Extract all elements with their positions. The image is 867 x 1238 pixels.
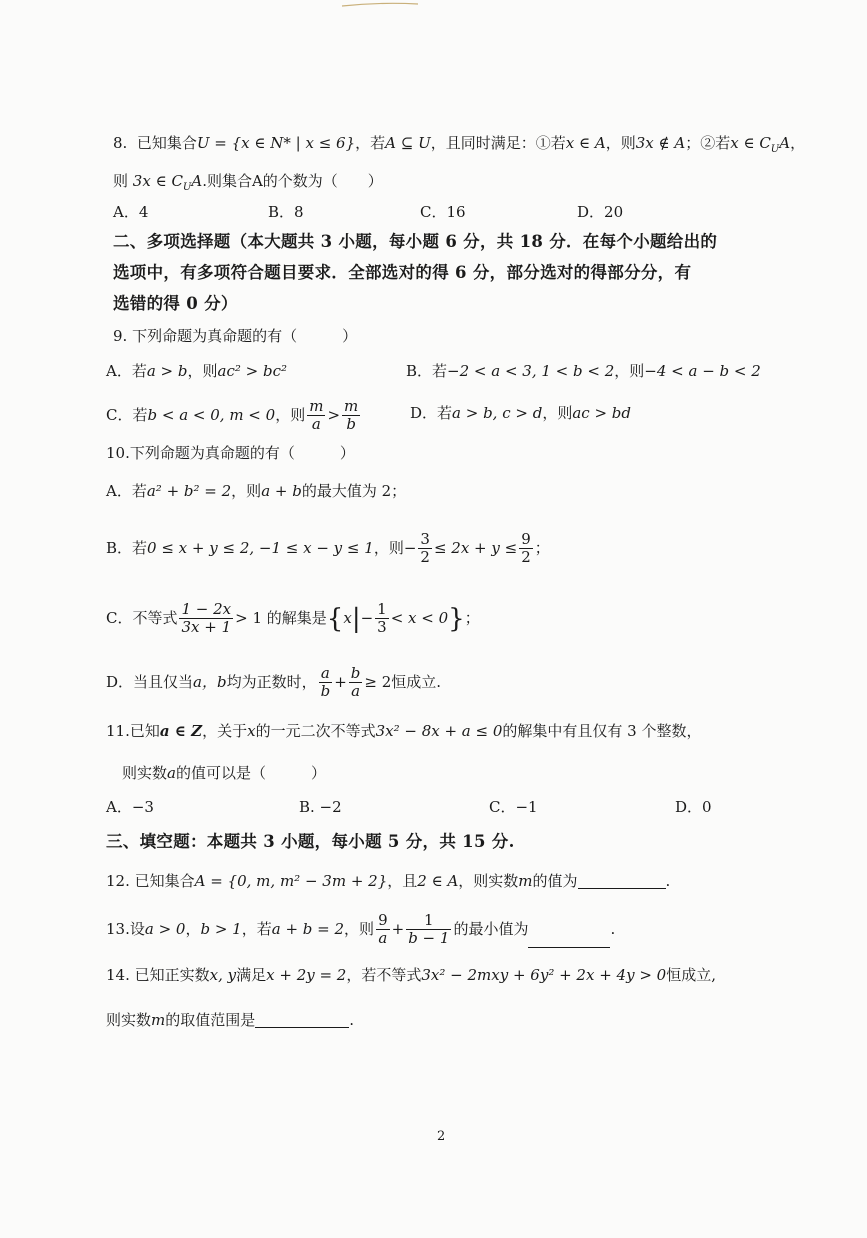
- q10-d-result: ≥ 2: [364, 672, 392, 691]
- fraction-numerator: 3: [420, 530, 430, 548]
- fraction-denominator: a: [351, 682, 361, 701]
- q10-a-expr: a + b: [261, 482, 302, 500]
- q10-c-text: > 1 的解集是: [235, 608, 327, 627]
- q10-b-label: B．若: [106, 538, 148, 557]
- q13-end: .: [610, 919, 616, 938]
- section2-heading-line1: 二、多项选择题（本大题共 3 小题，每小题 6 分，共 18 分．在每个小题给出的: [113, 232, 718, 251]
- q12-text: 的值为: [532, 872, 578, 890]
- q13-cond-b: b > 1: [200, 919, 242, 938]
- q8-line2: [113, 174, 383, 193]
- section2-heading-line2: 选项中，有多项符合题目要求．全部选对的得 6 分，部分选对的得部分分，有: [113, 263, 692, 282]
- q10-b-cond: 0 ≤ x + y ≤ 2, −1 ≤ x − y ≤ 1: [147, 538, 374, 557]
- q10-c-bar: |: [351, 603, 361, 634]
- q8-option-c: C．16: [420, 203, 466, 221]
- q8-complement: [132, 172, 203, 193]
- section3-heading: 三、填空题：本题共 3 小题，每小题 5 分，共 15 分.: [106, 832, 515, 851]
- q11-var-a: a: [167, 764, 176, 782]
- q9-d-cond: a > b, c > d: [452, 404, 543, 422]
- q8-complement-end: A: [191, 172, 203, 190]
- q8-text: 已知集合: [136, 134, 197, 152]
- q11-text: 的一元二次不等式: [255, 722, 376, 740]
- q10-c-minus: −: [360, 608, 374, 627]
- q14-var-m: m: [151, 1011, 166, 1029]
- q9-b-result: −4 < a − b < 2: [644, 362, 761, 380]
- q9-a-then: ，则: [187, 362, 218, 380]
- fraction-denominator: 3x + 1: [181, 618, 232, 637]
- q8-text: ，若: [355, 134, 386, 152]
- q10-b-end: ；: [534, 538, 550, 557]
- q10-option-a: [106, 484, 406, 499]
- q11-line1: [106, 724, 702, 739]
- q9-option-d: [410, 406, 631, 421]
- q10-option-b: [106, 531, 550, 567]
- q11-line2: [122, 766, 326, 781]
- q10-b-fraction2: [519, 531, 533, 567]
- q9-option-c: [106, 398, 362, 434]
- fraction-denominator: a: [378, 929, 388, 948]
- q13-cond-a: a > 0: [144, 919, 186, 938]
- q13-text: ，: [185, 919, 201, 938]
- q10-a-result: 的最大值为 2；: [301, 482, 407, 500]
- q10-b-fraction1: [418, 531, 432, 567]
- q10-c-fraction2: [375, 601, 389, 637]
- q9-c-label: C．若: [106, 405, 148, 424]
- fraction-numerator: m: [309, 397, 324, 415]
- fraction-denominator: b: [320, 682, 331, 701]
- fraction-denominator: b: [346, 415, 356, 434]
- q12-text: ，则实数: [458, 872, 519, 890]
- q8-text: ，则: [605, 134, 636, 152]
- q10-c-range: < x < 0: [390, 608, 449, 627]
- q12-cond: 2 ∈ A: [417, 872, 459, 890]
- fraction-numerator: 1: [406, 912, 451, 930]
- q14-text: 满足: [236, 966, 267, 984]
- q10-b-inequality: ≤ 2x + y ≤: [433, 538, 518, 557]
- q8-line1: [113, 136, 805, 155]
- q10-c-left-brace: {: [326, 603, 344, 634]
- q11-text: 则实数: [122, 764, 168, 782]
- q8-complement-main: 3x ∈ C: [132, 172, 183, 190]
- q10-a-then: ，则: [231, 482, 262, 500]
- q13-text: 的最小值为: [453, 919, 529, 938]
- q9-c-then: ，则: [275, 405, 306, 424]
- fraction-denominator: 2: [521, 548, 531, 567]
- fraction-denominator: b − 1: [408, 929, 450, 948]
- scan-artifact-mark: [340, 0, 420, 8]
- q11-question: 的值可以是（ ）: [175, 764, 326, 782]
- q9-b-label: B．若: [406, 362, 448, 380]
- q13-text: ，若: [241, 919, 272, 938]
- section2-heading-line3: 选错的得 0 分）: [113, 294, 238, 313]
- q11-text: 的解集中有且仅有 3 个整数，: [502, 722, 702, 740]
- q10-stem: 10.下列命题为真命题的有（ ）: [106, 444, 355, 462]
- q10-d-end: 恒成立.: [391, 672, 442, 691]
- q11-var: x: [247, 722, 256, 740]
- q13-plus: +: [391, 919, 405, 938]
- q10-option-d: [106, 665, 441, 701]
- q14-text: 14. 已知正实数: [106, 966, 210, 984]
- q10-a-label: A．若: [106, 482, 147, 500]
- q12-end: .: [665, 872, 671, 890]
- q8-cond3-sub: U: [770, 144, 780, 155]
- q13-text: ，则: [344, 919, 375, 938]
- fraction-denominator: a: [311, 415, 321, 434]
- q10-c-end: ；: [464, 608, 480, 627]
- fraction-numerator: m: [344, 397, 359, 415]
- q14-text: 恒成立,: [666, 966, 716, 984]
- q8-text: ，且同时满足：①若: [430, 134, 566, 152]
- q8-subset: A ⊆ U: [385, 134, 431, 152]
- q10-d-fraction1: [319, 665, 333, 701]
- fraction-numerator: 9: [378, 911, 388, 929]
- q9-c-fraction1: [307, 398, 325, 434]
- q8-complement-sub: U: [182, 182, 192, 193]
- q13-line: [106, 912, 615, 948]
- q14-constraint: x + 2y = 2: [266, 966, 347, 984]
- q14-line2: [106, 1013, 354, 1028]
- q10-d-text: 均为正数时，: [226, 672, 317, 691]
- q8-cond3-end: A: [779, 134, 791, 152]
- q10-c-label: C．不等式: [106, 608, 178, 627]
- q11-option-d: D．0: [675, 798, 712, 816]
- q14-inequality: 3x² − 2mxy + 6y² + 2x + 4y > 0: [421, 966, 667, 984]
- q11-text: 11.已知: [106, 722, 160, 740]
- q12-set: A = {0, m, m² − 3m + 2}: [194, 872, 388, 890]
- q8-number: 8.: [113, 134, 128, 152]
- q8-option-a: A．4: [113, 203, 149, 221]
- q10-d-fraction2: [349, 665, 363, 701]
- q10-c-var: x: [343, 608, 352, 627]
- q10-d-vars: a，b: [193, 672, 227, 691]
- q13-cond-sum: a + b = 2: [271, 919, 345, 938]
- q14-line1: [106, 968, 716, 983]
- q8-cond3-main: x ∈ C: [730, 134, 771, 152]
- q14-text: ，若不等式: [346, 966, 422, 984]
- q12-line: [106, 874, 670, 889]
- q11-option-b: B. −2: [299, 798, 342, 816]
- q14-answer-blank[interactable]: [255, 1027, 349, 1028]
- q9-option-a: [106, 364, 287, 379]
- q8-set-u: U = {x ∈ N* | x ≤ 6}: [196, 134, 356, 152]
- q13-text: 13.设: [106, 919, 145, 938]
- q9-a-label: A．若: [106, 362, 147, 380]
- q9-stem: 9. 下列命题为真命题的有（ ）: [113, 327, 358, 345]
- q9-c-operator: >: [327, 405, 341, 424]
- q8-text: 则: [113, 172, 129, 190]
- q13-fraction2: [406, 912, 451, 948]
- q9-b-then: ，则: [614, 362, 645, 380]
- q8-option-d: D．20: [577, 203, 624, 221]
- q11-text: ，关于: [202, 722, 248, 740]
- q12-var: m: [518, 872, 533, 890]
- q10-b-minus: −: [403, 538, 417, 557]
- fraction-numerator: b: [350, 664, 361, 682]
- q8-cond3: [730, 134, 791, 155]
- q10-c-right-brace: }: [448, 603, 465, 634]
- q9-d-result: ac > bd: [572, 404, 631, 422]
- q10-d-plus: +: [334, 672, 347, 691]
- q8-cond2: 3x ∉ A: [635, 134, 686, 152]
- fraction-numerator: a: [319, 665, 333, 683]
- q14-end: .: [349, 1011, 355, 1029]
- q9-a-cond: a > b: [146, 362, 188, 380]
- fraction-denominator: 3: [377, 618, 387, 637]
- q12-text: ，且: [387, 872, 418, 890]
- q10-option-c: [106, 601, 480, 637]
- q10-d-label: D．当且仅当: [106, 672, 194, 691]
- q12-answer-blank[interactable]: [578, 888, 666, 889]
- q8-text: ；②若: [685, 134, 731, 152]
- q13-fraction1: [376, 912, 390, 948]
- q8-option-b: B．8: [268, 203, 304, 221]
- q9-d-then: ，则: [542, 404, 573, 422]
- q12-text: 12. 已知集合: [106, 872, 195, 890]
- fraction-numerator: 9: [521, 530, 531, 548]
- q9-a-result: ac² > bc²: [217, 362, 287, 380]
- fraction-numerator: 1: [377, 600, 387, 618]
- q9-c-fraction2: [342, 398, 360, 434]
- q9-c-cond: b < a < 0, m < 0: [147, 405, 276, 424]
- q10-c-fraction: [179, 601, 233, 637]
- q14-text: 则实数: [106, 1011, 152, 1029]
- q10-a-cond: a² + b² = 2: [146, 482, 232, 500]
- fraction-numerator: 1 − 2x: [181, 600, 232, 618]
- q11-cond: a ∈ Z: [159, 722, 203, 740]
- fraction-denominator: 2: [420, 548, 430, 567]
- q8-cond1: x ∈ A: [565, 134, 606, 152]
- q14-text: 的取值范围是: [165, 1011, 256, 1029]
- q8-text: ，: [790, 134, 806, 152]
- q14-vars: x, y: [209, 966, 237, 984]
- q8-question: .则集合A的个数为（ ）: [202, 172, 383, 190]
- q13-answer-blank[interactable]: [528, 947, 610, 948]
- q11-option-c: C．−1: [489, 798, 538, 816]
- q9-option-b: [406, 364, 761, 379]
- q11-inequality: 3x² − 8x + a ≤ 0: [375, 722, 503, 740]
- q9-b-cond: −2 < a < 3, 1 < b < 2: [447, 362, 615, 380]
- q11-option-a: A．−3: [106, 798, 154, 816]
- page-number: 2: [437, 1129, 446, 1144]
- q10-b-then: ，则: [373, 538, 404, 557]
- q9-d-label: D．若: [410, 404, 453, 422]
